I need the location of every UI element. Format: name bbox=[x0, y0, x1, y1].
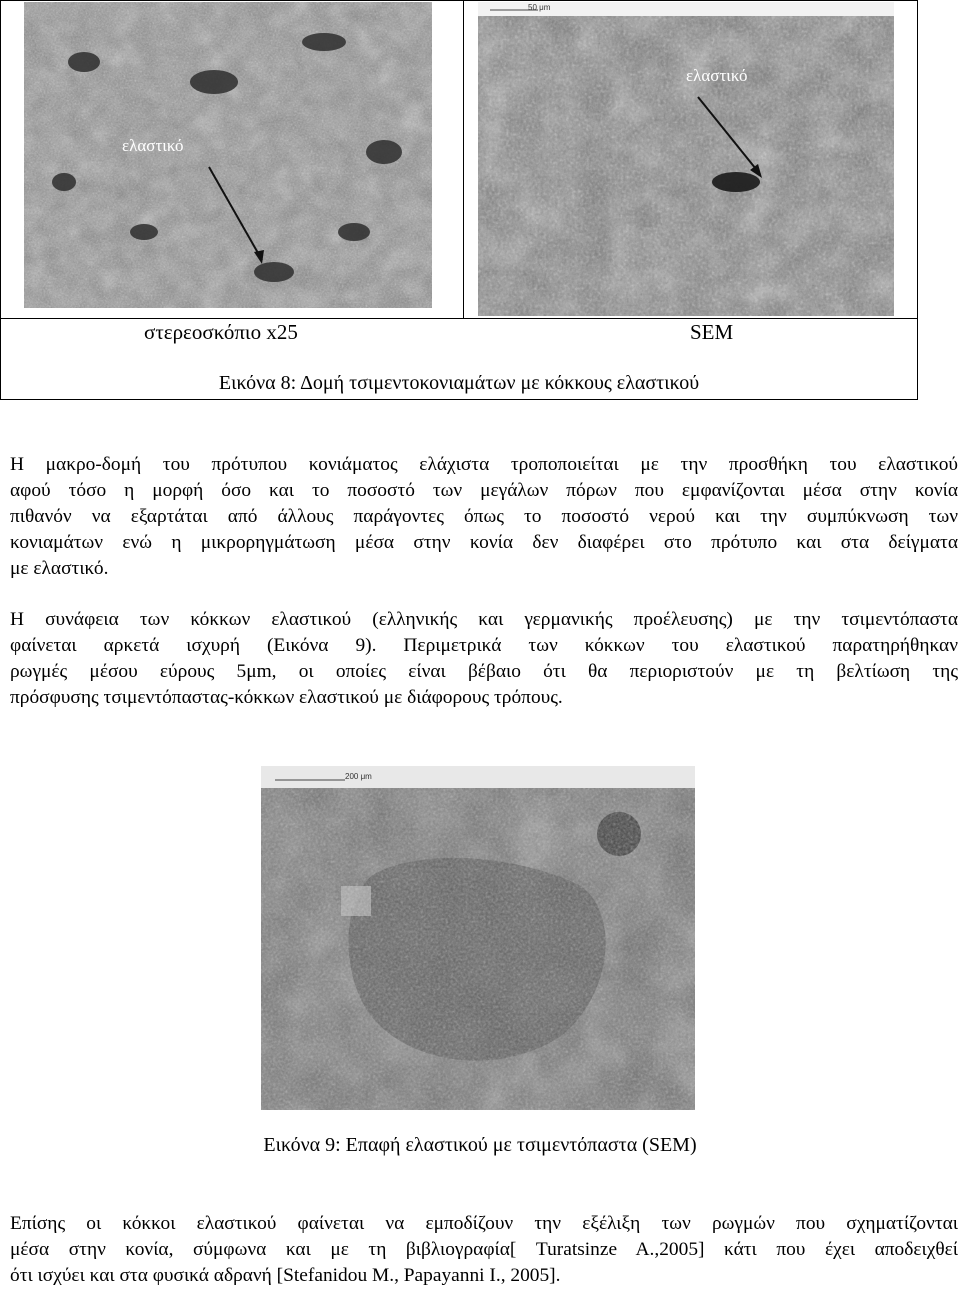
right-image-label: ελαστικό bbox=[686, 66, 748, 85]
paragraph-1-line: κονιαμάτων ενώ η μικρορηγμάτωση μέσα στην κονία δεν διαφέρει στο πρότυπο και στα δείγματα bbox=[10, 532, 958, 553]
table-divider-horizontal bbox=[1, 318, 917, 319]
left-image-label: ελαστικό bbox=[122, 136, 184, 155]
left-caption: στερεοσκόπιο x25 bbox=[144, 320, 298, 344]
figure-8-caption: Εικόνα 8: Δομή τσιμεντοκονιαμάτων με κόκκους ελαστικού bbox=[218, 372, 700, 394]
figure-9-scale-bar-label: 200 μm bbox=[345, 772, 372, 781]
stereoscope-photo bbox=[24, 2, 432, 308]
paragraph-2 bbox=[10, 607, 958, 711]
paragraph-1 bbox=[10, 452, 958, 582]
right-caption: SEM bbox=[690, 320, 734, 344]
paragraph-2-line: φαίνεται αρκετά ισχυρή (Εικόνα 9). Περιμετρικά των κόκκων του ελαστικού παρατηρήθηκαν bbox=[10, 635, 958, 656]
sem-scale-bar-label: 50 μm bbox=[528, 3, 551, 12]
paragraph-1-line: αφού τόσο η μορφή όσο και το ποσοστό των μεγάλων πόρων που εμφανίζονται μέσα στην κονία bbox=[10, 480, 958, 501]
paragraph-2-line: Η συνάφεια των κόκκων ελαστικού (ελληνικής και γερμανικής προέλευσης) με την τσιμεντόπαστα bbox=[10, 609, 958, 630]
paragraph-1-line: Η μακρο-δομή του πρότυπου κονιάματος ελάχιστα τροποποιείται με την προσθήκη του ελαστικού bbox=[10, 454, 958, 475]
figure-9-sem-photo bbox=[261, 766, 695, 1110]
paragraph-3-line: μέσα στην κονία, σύμφωνα και με τη βιβλιογραφία[ Turatsinze A.,2005] κάτι που έχει αποδειχθεί bbox=[10, 1239, 958, 1260]
figure-9-caption: Εικόνα 9: Επαφή ελαστικού με τσιμεντόπαστα (SEM) bbox=[263, 1134, 697, 1156]
table-divider-vertical bbox=[463, 1, 464, 318]
paragraph-2-line: ρωγμές μέσου εύρους 5μm, οι οποίες είναι βέβαιο ότι θα περιοριστούν με τη βελτίωση της bbox=[10, 661, 958, 682]
paragraph-2-line: πρόσφυσης τσιμεντόπαστας-κόκκων ελαστικού με διάφορους τρόπους. bbox=[10, 687, 563, 708]
paragraph-3-line: ότι ισχύει και στα φυσικά αδρανή [Stefanidou M., Papayanni I., 2005]. bbox=[10, 1265, 561, 1286]
paragraph-1-line: πιθανόν να εξαρτάται από άλλους παράγοντες όπως το ποσοστό νερού και την συμπύκνωση των bbox=[10, 506, 958, 527]
paragraph-3 bbox=[10, 1211, 958, 1289]
paragraph-3-line: Επίσης οι κόκκοι ελαστικού φαίνεται να εμποδίζουν την εξέλιξη των ρωγμών που σχηματίζονται bbox=[10, 1213, 958, 1234]
sem-photo bbox=[478, 2, 894, 316]
paragraph-1-line: με ελαστικό. bbox=[10, 558, 109, 579]
